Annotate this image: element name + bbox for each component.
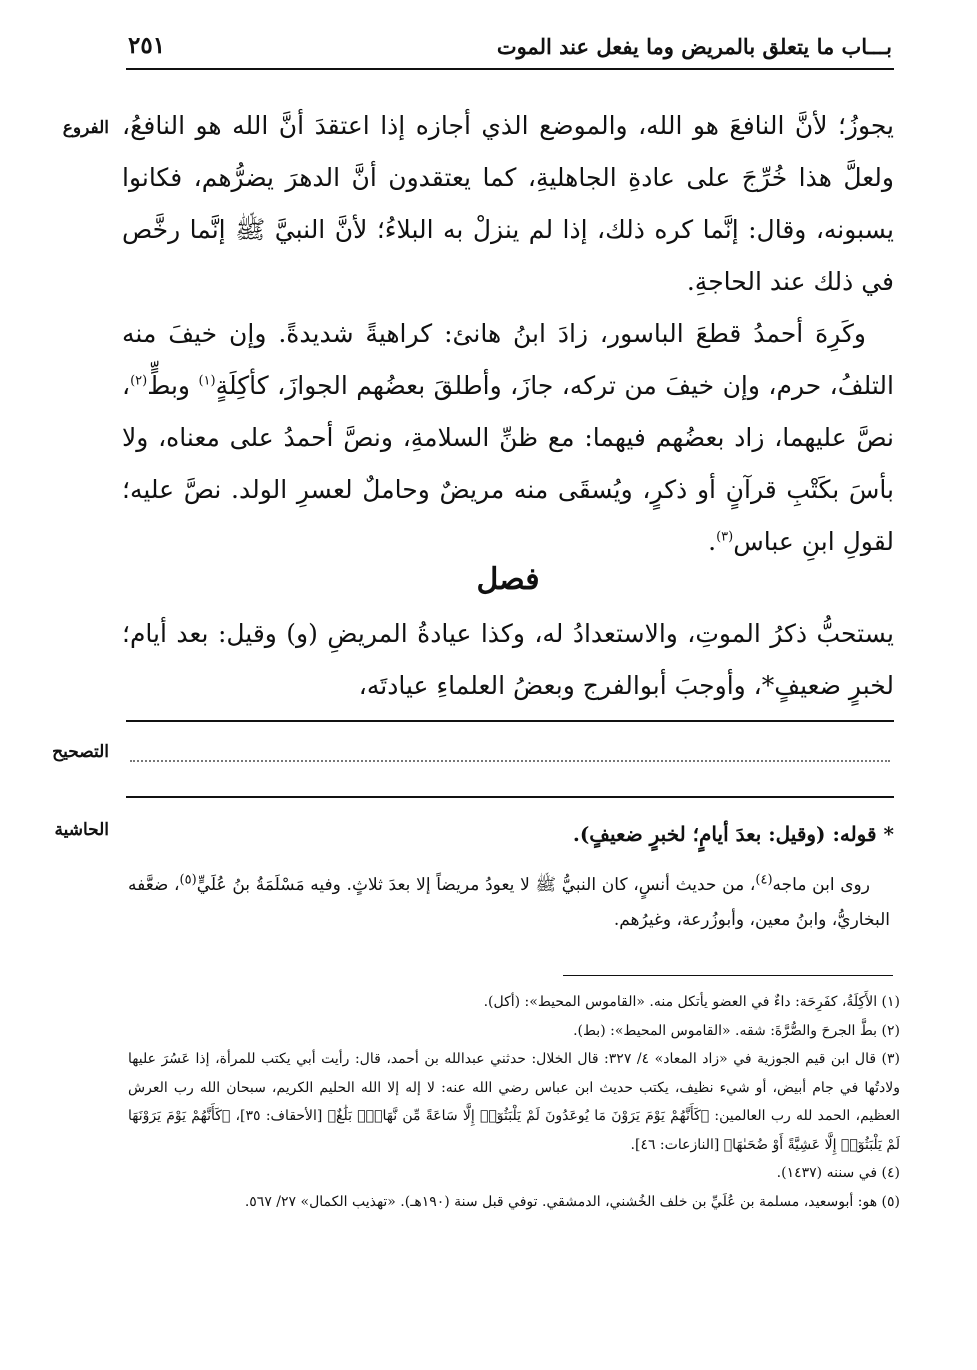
side-label-hashiya: الحاشية <box>54 820 109 840</box>
footnote-separator <box>563 975 893 976</box>
footnote-1: (١) الأَكِلَةُ، كفَرِحَة: داءٌ في العضو يأتكل منه. «القاموس المحيط»: (أكل). <box>483 994 900 1010</box>
footnote-mark-5[interactable]: (٥) <box>179 872 197 888</box>
paragraph-2-part-b: وبطٍّ <box>147 371 199 400</box>
section-heading-fasl: فصل <box>476 562 540 597</box>
footnote-mark-4[interactable]: (٤) <box>755 872 773 888</box>
page-number: ٢٥١ <box>128 32 166 59</box>
main-text-upper <box>122 100 894 568</box>
paragraph-2-part-c: ، نصَّ عليهما، زاد بعضُهم فيهما: مع ظنِّ السلامةِ، ونصَّ أحمدُ على معناه، ولا بأسَ بكَتْبِ قرآنٍ أو ذكرٍ، ويُسقَى منه مريضٌ وحاملٌ لعسرِ الولد. نصَّ عليه؛ لقولِ ابنِ عباس <box>122 371 894 556</box>
paragraph-3: يستحبُّ ذكرُ الموتِ، والاستعدادُ له، وكذا عيادةُ المريضِ (و) وقيل: بعد أيام؛ لخبرٍ ضعيفٍ*، وأوجبَ أبوالفرج وبعضُ العلماءِ عيادتَه، <box>122 619 894 700</box>
page-header <box>126 28 894 70</box>
tashih-dotted-line <box>130 760 890 762</box>
main-text-lower <box>122 608 894 712</box>
hashiya-body <box>128 868 890 938</box>
footnotes <box>128 988 900 1216</box>
side-label-tashih: التصحيح <box>52 742 109 762</box>
footnote-mark-2[interactable]: (٢) <box>130 373 148 389</box>
paragraph-1: يجوزُ؛ لأنَّ النافعَ هو الله، والموضع الذي أجازه إذا اعتقدَ أنَّ الله هو النافعُ، ولعلَّ هذا خُرِّجَ على عادةِ الجاهليةِ، كما يعتقدون أنَّ الدهرَ يضرُّهم، فكانوا يسبونه، وقال: إنَّما كره ذلك، إذا لم ينزلْ به البلاءُ؛ لأنَّ النبيَّ ﷺ إنَّما رخَّص في ذلك عند الحاجةِ. <box>122 111 894 296</box>
side-label-furu: الفروع <box>62 118 109 138</box>
footnote-5: (٥) هو: أبوسعيد، مسلمة بن عُلَيِّ بن خلف الخُشني، الدمشقي. توفي قبل سنة (١٩٠هـ). «تهذيب الكمال» ٢٧/ ٥٦٧. <box>244 1193 900 1210</box>
divider-tashih <box>126 796 894 798</box>
hashiya-quote: * قوله: (وقيل: بعدَ أيامٍ؛ لخبرٍ ضعيفٍ). <box>572 822 894 846</box>
footnote-mark-1[interactable]: (١) <box>198 373 216 389</box>
hashiya-body-part-c: ، ضعَّفه البخاريُّ، وابنُ معين، وأبوزُرعة، وغيرُهم. <box>128 875 890 930</box>
footnote-3: (٣) قال ابن قيم الجوزية في «زاد المعاد» ٤/ ٣٢٧: قال الخلال: حدثني عبدالله بن أحمد، قال: رأيت أبي يكتب للمرأة، إذا عَسُرَ عليها ولادتُها في جام أبيض، أو شيء نظيف، يكتب حديث ابن عباس رضي الله عنه: لا إله إلا الله الحليم الكريم، سبحان الله رب العرش العظيم، الحمد لله رب العالمين: ﴿كَأَنَّهُمْ يَوْمَ يَرَوْنَ مَا يُوعَدُونَ لَمْ يَلْبَثُوٓا۟ إِلَّا سَاعَةً مِّن نَّهَارٍۭ بَلَٰغٌ﴾ [الأحقاف: ٣٥]، ﴿كَأَنَّهُمْ يَوْمَ يَرَوْنَهَا لَمْ يَلْبَثُوٓا۟ إِلَّا عَشِيَّةً أَوْ ضُحَىٰهَا﴾ [النازعات: ٤٦]. <box>128 1051 901 1153</box>
footnote-mark-3[interactable]: (٣) <box>716 529 734 545</box>
chapter-title: بـــاب ما يتعلق بالمريض وما يفعل عند الموت <box>496 34 892 59</box>
hashiya-body-part-a: روى ابن ماجه <box>772 875 870 895</box>
paragraph-2-part-d: . <box>708 527 717 556</box>
divider-main <box>126 720 894 722</box>
paragraph-2 <box>122 308 894 568</box>
footnote-4: (٤) في سننه (١٤٣٧). <box>776 1165 900 1181</box>
footnote-2: (٢) بطَّ الجرحَ والصُّرَّةَ: شقه. «القاموس المحيط»: (بط). <box>573 1022 900 1039</box>
hashiya-body-part-b: ، من حديث أنسٍ، كان النبيُّ ﷺ لا يعودُ مريضاً إلا بعدَ ثلاثٍ. وفيه مَسْلَمَةُ بنُ عُلَيٍّ <box>196 875 756 895</box>
paragraph-2-part-a: وكَرِهَ أحمدُ قطعَ الباسور، زادَ ابنُ هانئ: كراهيةً شديدةً. وإن خيفَ منه التلفُ، حرم، وإن خيفَ من تركه، جازَ، وأطلقَ بعضُهم الجوازَ، كأكِلَةٍ <box>122 319 894 400</box>
